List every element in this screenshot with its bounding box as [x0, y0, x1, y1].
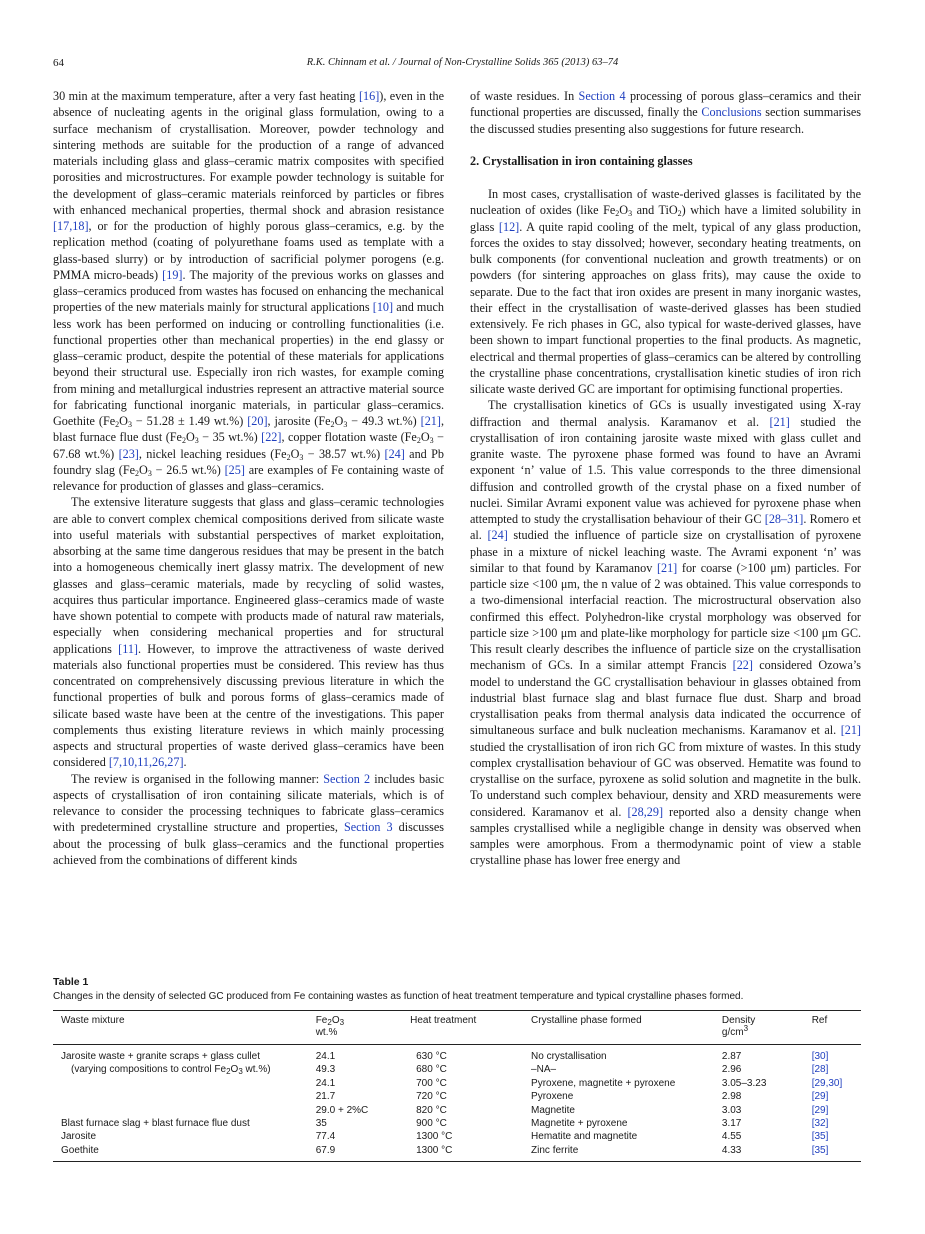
right-column	[470, 88, 861, 869]
column-header: $Fe_2O_3$ wt.%	[315, 1015, 345, 1038]
paragraph: of waste residues. In Section 4 processing of porous glass–ceramics and their functional properties are discussed, finally the Conclusions section summarises the discussed studies presenting also suggestions for future research.	[470, 89, 861, 136]
page-number: 64	[53, 57, 64, 69]
citation-link[interactable]: [28]	[811, 1064, 829, 1076]
citation-link[interactable]: [16]	[358, 89, 380, 103]
citation-link[interactable]: [10]	[372, 300, 394, 315]
table-row: 29.0 + 2%C 820 °C Magnetite 3.03 [29]	[315, 1104, 829, 1116]
citation-link[interactable]: [28,29]	[627, 804, 664, 819]
table-row: Jarosite 77.4 1300 °C Hematite and magnetite 4.55 [35]	[61, 1131, 829, 1143]
citation-link[interactable]: [21]	[840, 723, 861, 738]
citation-link[interactable]: [20]	[247, 414, 268, 428]
running-head: R.K. Chinnam et al. / Journal of Non-Crystalline Solids 365 (2013) 63–74	[306, 57, 619, 68]
citation-link[interactable]: [22]	[261, 430, 282, 445]
section-link[interactable]: Section 2	[323, 771, 371, 786]
paragraph: The review is organised in the following manner: Section 2 includes basic aspects of crystallisation of iron containing silicate materials, which is of relevance to consider the processing techniques to fabricate glass–ceramics with predetermined crystalline structure and properties, Section 3 discusses about the processing of bulk glass–ceramics and the functional properties achieved from the combinations of different kinds	[53, 771, 444, 867]
column-header: Density $g/cm^3$	[721, 1015, 756, 1038]
citation-link[interactable]: [7,10,11,26,27]	[108, 755, 184, 770]
citation-link[interactable]: [21]	[420, 414, 441, 428]
citation-link[interactable]: [24]	[384, 446, 405, 461]
citation-link[interactable]: [19]	[162, 267, 183, 282]
citation-link[interactable]: [35]	[811, 1144, 829, 1156]
table-caption: Changes in the density of selected GC produced from Fe containing wastes as function of heat treatment temperature and typical crystalline phases formed.	[53, 991, 744, 1002]
citation-link[interactable]: [21]	[769, 414, 790, 429]
citation-link[interactable]: [32]	[811, 1118, 829, 1130]
table-row: (varying compositions to control $Fe_2O_3$ wt.%) 49.3 680 °C –NA– 2.96 [28]	[71, 1064, 829, 1077]
table-label: Table 1	[53, 976, 89, 988]
citation-link[interactable]: [30]	[811, 1051, 829, 1062]
table-row: 24.1 700 °C Pyroxene, magnetite + pyroxene 3.05–3.23 [29,30]	[315, 1077, 843, 1089]
section-link[interactable]: Section 3	[343, 820, 393, 835]
citation-link[interactable]: [21]	[656, 560, 678, 575]
paragraph: The extensive literature suggests that glass and glass–ceramic technologies are able to convert complex chemical compositions derived from silicate waste into useful materials with substantial perspectives of market exploitation, absorbing at the same time dangerous residues that may be present in the batch into a homogeneous chemically inert glassy matrix. The development of new glasses and glass–ceramic materials, made by recycling of solid wastes, acquires thus particular importance. Engineered glass–ceramics made of waste have shown potential to compete with products made of natural raw materials, especially when considering mechanical properties and for structural applications [11]. However, to improve the attractiveness of waste derived materials also functional properties must be considered. This review has thus concentrated on comprehensively discussing previous literature in which the functional properties of bulk and porous forms of glass–ceramics made of silicate based waste have been at the centre of the investigations. This paper complements thus existing literature reviews in which mainly processing aspects and structural properties of waste derived glass–ceramics have been considered [7,10,11,26,27].	[53, 495, 444, 770]
citation-link[interactable]: [24]	[487, 528, 508, 543]
citation-link[interactable]: [28–31]	[764, 512, 804, 526]
left-column	[53, 88, 444, 868]
table-header-row	[53, 1011, 861, 1045]
citation-link[interactable]: [23]	[118, 446, 139, 461]
citation-link[interactable]: [25]	[224, 462, 245, 477]
table-row: Blast furnace slag + blast furnace flue dust 35 900 °C Magnetite + pyroxene 3.17 [32]	[61, 1118, 829, 1130]
paragraph: The crystallisation kinetics of GCs is usually investigated using X-ray diffraction and thermal analysis. Karamanov et al. [21] studied the crystallisation of iron containing jarosite waste mixed with glass cullet and granite waste. The pyroxene phase formed was found to have an Avrami exponent ‘n’ value of 1.5. This value corresponds to the three dimensional diffusion and controlled growth of the crystal phase on a fixed number of nuclei. Similar Avrami exponent value was achieved for pyroxene phase when attempted to study the crystallisation behaviour of their GC [28–31]. Romero et al. [24] studied the influence of particle size on crystallisation of pyroxene phase in a mixture of nickel leaching waste. The Avrami exponent ‘n’ was similar to that found by Karamanov [21] for coarse (>100 μm) particles. For particle size <100 μm, the n value of 2 was obtained. This value corresponds to a two-dimensional interfacial reaction. The microstructural observation also confirmed this effect. Polyhedron-like crystal morphology was observed for particle size >100 μm and plate-like morphology for particle size <100 μm GC. This result clearly describes the influence of particle size on the crystallisation mechanism of GCs. In a similar attempt Francis [22] considered Ozowa’s model to understand the GC crystallisation behaviour in glasses obtained from industrial blast furnace slag and blast furnace flue dust. Sharp and broad crystallisation peaks from thermal analysis data indicated the occurrence of simultaneous surface and bulk nucleation mechanisms. Karamanov et al. [21] studied the crystallisation of iron rich GC from mixture of wastes. In this study complex crystallisation behaviour of GC was observed. Hematite was found to crystallise on the surface, pyroxene as solid solution and magnetite in the bulk. To understand such complex behaviour, density and XRD measurements were considered. Karamanov et al. [28,29] reported also a density change when samples crystallised while a negligible change in density was observed when samples were amorphous. From a thermodynamic point of view a stable crystalline phase has lower free energy and	[470, 398, 862, 868]
section-link[interactable]: Conclusions	[701, 105, 762, 120]
column-header: Crystalline phase formed	[531, 1015, 642, 1026]
paragraph: In most cases, crystallisation of waste-derived glasses is facilitated by the nucleation of oxides (like $Fe_2O_3$ and TiO$_2$) which have a limited solubility in glass [12]. A quite rapid cooling of the melt, typical of any glass production, forces the oxides to stay dissolved; however, secondary heating treatments, on bulk components (for conventional nucleation and growth treatments) or on powders (for sintering approaches on glass frits), may cause the oxide to separate. Due to the fact that iron oxides are present in many inorganic wastes, their effect in the crystallisation of waste-derived glasses has been studied extensively. Fe rich phases in GC, also typical for waste-derived glasses, have been shown to impart functional properties to the final products. As magnetic, electrical and thermal properties of glass–ceramics can be altered by controlling the crystalline phase concentrations, crystallisation kinetic studies of iron rich silicate waste derived GC are important for optimising functional properties.	[470, 187, 862, 396]
citation-link[interactable]: [29]	[811, 1104, 829, 1116]
paragraph: 30 min at the maximum temperature, after a very fast heating [16]), even in the absence of nucleating agents in the original glass formulation, owing to a surface mechanism of crystallisation. Moreover, powder technology and sintering methods are suitable for the production of a range of advanced materials including glass and glass–ceramic matrix composites with specified porosities and microstructures. For example powder technology is suitable for the development of glass–ceramic materials reinforced by particles or fibres with enhanced mechanical properties, thermal shock and abrasion resistance [17,18], or for the production of highly porous glass–ceramics, e.g. by the replication method (coating of polyurethane foams used as template with a glass-based slurry) or by introduction of sacrificial polymer porogens (e.g. PMMA micro-beads) [19]. The majority of the previous works on glasses and glass–ceramics produced from wastes has focused on enhancing the mechanical properties of the new materials mainly for structural applications [10] and much less work has been performed on inducing or controlling functionalities (i.e. functional properties other than mechanical properties) in the end glassy or glass–ceramic product, despite the potential of these materials for applications beyond their structural use. Especially iron rich wastes, for example coming from mining and metallurgical industries represent an attractive material source for fabricating functional inorganic materials, in particular glass–ceramics. Goethite ($Fe_2O_3 - 51.28 \pm 1.49$ wt.%) [20], jarosite ($Fe_2O_3 - 49.3$ wt.%) [21], blast furnace flue dust ($Fe_2O_3 - 35$ wt.%) [22], copper flotation waste ($Fe_2O_3 - 67.68$ wt.%) [23], nickel leaching residues ($Fe_2O_3 - 38.57$ wt.%) [24] and Pb foundry slag ($Fe_2O_3 - 26.5$ wt.%) [25] are examples of Fe containing waste of relevance for production of glasses and glass–ceramics.	[53, 89, 444, 493]
section-heading: 2. Crystallisation in iron containing glasses	[470, 153, 693, 168]
column-header: Waste mixture	[61, 1015, 125, 1026]
table-row: 21.7 720 °C Pyroxene 2.98 [29]	[315, 1091, 829, 1103]
column-header: Heat treatment	[410, 1015, 477, 1026]
table-row: Goethite 67.9 1300 °C Zinc ferrite 4.33 [35]	[53, 1144, 861, 1162]
citation-link[interactable]: [29,30]	[811, 1077, 843, 1089]
section-link[interactable]: Section 4	[578, 89, 626, 103]
density-table	[53, 1010, 861, 1162]
column-header: Ref	[811, 1015, 828, 1026]
table-row: Jarosite waste + granite scraps + glass cullet 24.1 630 °C No crystallisation 2.87 [30]	[61, 1051, 829, 1062]
citation-link[interactable]: [22]	[732, 658, 753, 673]
citation-link[interactable]: [35]	[811, 1131, 829, 1143]
citation-link[interactable]: [17,18]	[53, 219, 89, 233]
citation-link[interactable]: [29]	[811, 1091, 829, 1103]
citation-link[interactable]: [11]	[118, 641, 138, 656]
citation-link[interactable]: [12]	[498, 219, 520, 234]
table-1	[53, 976, 861, 1162]
